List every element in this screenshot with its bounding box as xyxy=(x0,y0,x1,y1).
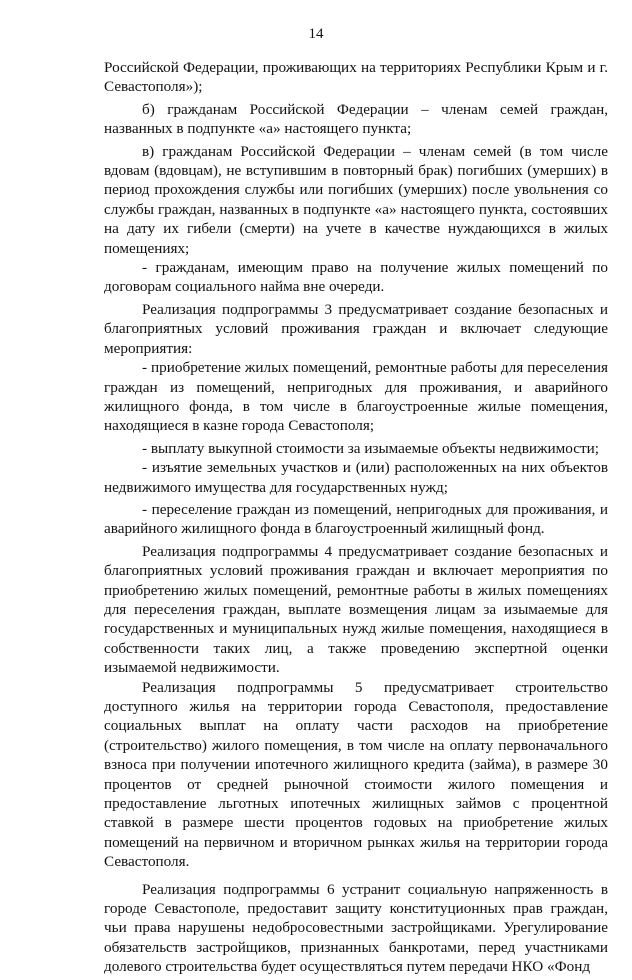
document-body xyxy=(104,58,608,980)
list-item-acquisition: - приобретение жилых помещений, ремонтные работы для переселения граждан из помещений, непригодных для проживания, и аварийного жилищного фонда, в том числе в благоустроенные жилые помещения, находящиеся в казне города Севастополя; xyxy=(104,359,608,435)
list-item-resettlement: - переселение граждан из помещений, непригодных для проживания, и аварийного жилищного фонда в благоустроенный жилищный фонд. xyxy=(104,500,608,538)
paragraph-subprogram-3: Реализация подпрограммы 3 предусматривает создание безопасных и благоприятных условий проживания граждан и включает следующие мероприятия: xyxy=(104,300,608,357)
paragraph-subprogram-4: Реализация подпрограммы 4 предусматривает создание безопасных и благоприятных условий проживания граждан и включает мероприятия по приобретению жилых помещений, ремонтные работы в жилых помещениях для переселения граждан, выплате возмещения лицам за изымаемые для государственных и муниципальных нужд жилые помещения, находящиеся в собственности таких лиц, а также проведению экспертной оценки изымаемой недвижимости. xyxy=(104,542,608,677)
list-item-redemption: - выплату выкупной стоимости за изымаемые объекты недвижимости; xyxy=(142,439,599,457)
list-item-land-seizure: - изъятие земельных участков и (или) расположенных на них объектов недвижимого имущества для государственных нужд; xyxy=(104,459,608,496)
paragraph-continuation: Российской Федерации, проживающих на территориях Республики Крым и г. Севастополя»); xyxy=(104,59,608,96)
paragraph-subprogram-6: Реализация подпрограммы 6 устранит социальную напряженность в городе Севастополе, предоставит защиту конституционных прав граждан, чьи права нарушены недобросовестными застройщиками. Урегулирование обязательств застройщиков, признанных банкротами, перед участниками долевого строительства будет осуществляться путем передачи НКО «Фонд xyxy=(104,880,608,976)
page-number: 14 xyxy=(308,26,324,42)
paragraph-item-v: в) гражданам Российской Федерации – членам семей (в том числе вдовам (вдовцам), не вступившим в повторный брак) погибших (умерших) в период прохождения службы или погибших (умерших) после увольнения со службы граждан, названных в подпункте «а» настоящего пункта, состоявших на дату их гибели (смерти) на учете в качестве нуждающихся в жилых помещениях; xyxy=(104,142,608,257)
paragraph-item-b: б) гражданам Российской Федерации – членам семей граждан, названных в подпункте «а» настоящего пункта; xyxy=(104,100,608,138)
paragraph-extraordinary-housing: - гражданам, имеющим право на получение жилых помещений по договорам социального найма вне очереди. xyxy=(104,259,608,296)
paragraph-subprogram-5: Реализация подпрограммы 5 предусматривает строительство доступного жилья на территории города Севастополя, предоставление социальных выплат на оплату части расходов на приобретение (строительство) жилого помещения, в том числе на оплату первоначального взноса при получении ипотечного жилищного кредита (займа), в размере 30 процентов от средней рыночной стоимости жилого помещения и предоставление льготных ипотечных жилищных займов с процентной ставкой в размере шести процентов годовых на приобретение жилых помещений на первичном и вторичном рынках жилья на территории города Севастополя. xyxy=(104,678,608,871)
